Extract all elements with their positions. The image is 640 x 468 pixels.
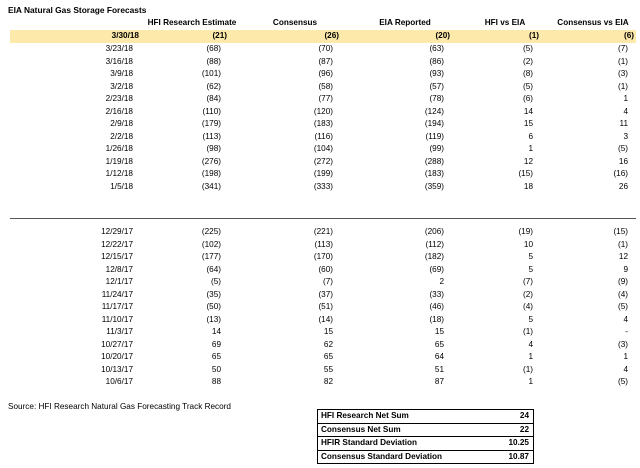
cell-date: 11/17/17 <box>101 302 133 311</box>
cell-eia-reported: (124) <box>424 106 444 116</box>
highlight-hfi: (21) <box>212 31 227 40</box>
cell-consensus: 15 <box>323 327 333 336</box>
cell-consensus-vs-eia: 4 <box>623 314 628 324</box>
cell-consensus: 55 <box>323 364 333 374</box>
cell-date: 3/9/18 <box>110 69 133 78</box>
cell-eia-reported: (182) <box>424 252 444 261</box>
cell-hfi-estimate: (101) <box>201 69 221 78</box>
table-row <box>0 251 640 264</box>
cell-hfi-vs-eia: (5) <box>522 81 533 91</box>
table-row <box>0 326 640 339</box>
summary-label: HFI Research Net Sum <box>321 411 409 420</box>
cell-consensus-vs-eia: (4) <box>617 289 628 299</box>
cell-hfi-estimate: (35) <box>206 289 221 299</box>
cell-consensus-vs-eia: 12 <box>618 252 628 261</box>
summary-value: 22 <box>519 424 529 434</box>
table-row <box>0 43 640 56</box>
cell-eia-reported: 65 <box>434 339 444 349</box>
cell-consensus-vs-eia: (7) <box>617 44 628 53</box>
cell-hfi-estimate: (177) <box>201 252 221 261</box>
cell-hfi-vs-eia: 5 <box>528 264 533 274</box>
summary-box <box>317 409 534 464</box>
cell-hfi-vs-eia: (1) <box>522 364 533 374</box>
cell-consensus-vs-eia: 1 <box>623 352 628 361</box>
cell-consensus-vs-eia: 4 <box>623 364 628 374</box>
cell-consensus: (37) <box>318 289 333 299</box>
cell-consensus-vs-eia: 4 <box>623 106 628 116</box>
section-divider <box>10 218 636 219</box>
cell-eia-reported: 51 <box>434 364 444 374</box>
cell-eia-reported: (86) <box>429 56 444 66</box>
cell-date: 11/24/17 <box>101 289 133 299</box>
table-row <box>0 156 640 169</box>
table-header <box>0 17 640 30</box>
cell-eia-reported: (112) <box>425 239 444 249</box>
cell-date: 10/13/17 <box>101 364 133 374</box>
cell-hfi-vs-eia: (1) <box>522 327 533 336</box>
cell-hfi-vs-eia: (6) <box>522 94 533 103</box>
cell-consensus: (104) <box>313 144 333 153</box>
summary-label: HFIR Standard Deviation <box>321 438 417 448</box>
cell-eia-reported: (69) <box>429 264 444 274</box>
cell-hfi-estimate: (113) <box>202 131 221 141</box>
table-row <box>0 364 640 377</box>
cell-eia-reported: 15 <box>434 327 444 336</box>
table-row <box>0 93 640 106</box>
cell-hfi-estimate: 14 <box>211 327 221 336</box>
summary-row <box>318 424 533 438</box>
cell-hfi-estimate: 65 <box>211 352 221 361</box>
cell-date: 1/5/18 <box>110 181 133 191</box>
cell-eia-reported: (288) <box>424 156 444 166</box>
cell-hfi-vs-eia: (5) <box>522 44 533 53</box>
cell-date: 10/20/17 <box>101 352 133 361</box>
summary-row <box>318 410 533 424</box>
cell-consensus-vs-eia: - <box>625 327 628 336</box>
summary-value: 24 <box>519 411 529 420</box>
cell-date: 12/29/17 <box>101 227 133 236</box>
cell-eia-reported: (33) <box>429 289 444 299</box>
cell-eia-reported: (93) <box>429 69 444 78</box>
table-row <box>0 264 640 277</box>
table-row <box>0 68 640 81</box>
cell-hfi-vs-eia: 10 <box>523 239 533 249</box>
cell-consensus: 65 <box>323 352 333 361</box>
cell-eia-reported: (99) <box>429 144 444 153</box>
cell-consensus: (60) <box>318 264 333 274</box>
cell-hfi-estimate: (88) <box>206 56 221 66</box>
summary-label: Consensus Standard Deviation <box>321 451 443 461</box>
cell-consensus: (183) <box>313 119 333 128</box>
table-row <box>0 56 640 69</box>
table-row <box>0 168 640 181</box>
cell-date: 3/23/18 <box>105 44 133 53</box>
cell-consensus-vs-eia: 16 <box>618 156 628 166</box>
table-row <box>0 118 640 131</box>
cell-hfi-vs-eia: (15) <box>518 169 533 178</box>
cell-consensus: (87) <box>318 56 333 66</box>
cell-consensus: (77) <box>318 94 333 103</box>
cell-hfi-estimate: (5) <box>210 277 221 286</box>
cell-consensus: (272) <box>313 156 333 166</box>
cell-date: 11/10/17 <box>101 314 133 324</box>
cell-hfi-vs-eia: 4 <box>528 339 533 349</box>
summary-row <box>318 437 533 451</box>
cell-eia-reported: (18) <box>429 314 444 324</box>
cell-date: 2/16/18 <box>105 106 133 116</box>
summary-label: Consensus Net Sum <box>321 424 401 434</box>
cell-consensus: (113) <box>314 239 333 249</box>
table-row <box>0 376 640 389</box>
cell-eia-reported: (206) <box>424 227 444 236</box>
highlight-eia: (20) <box>435 31 450 40</box>
cell-consensus: (58) <box>318 81 333 91</box>
column-header-consensus: Consensus <box>272 18 318 27</box>
highlight-hfi-vs-eia: (1) <box>528 31 539 40</box>
cell-hfi-vs-eia: 5 <box>528 314 533 324</box>
cell-date: 1/26/18 <box>105 144 133 153</box>
cell-consensus: (70) <box>318 44 333 53</box>
cell-date: 12/15/17 <box>101 252 133 261</box>
table-row <box>0 226 640 239</box>
cell-eia-reported: 64 <box>434 352 444 361</box>
source-note: Source: HFI Research Natural Gas Forecasting Track Record <box>8 402 231 411</box>
cell-hfi-vs-eia: 1 <box>528 144 533 153</box>
table-row <box>0 339 640 352</box>
cell-date: 12/22/17 <box>101 239 133 249</box>
cell-hfi-estimate: (62) <box>206 81 221 91</box>
cell-hfi-vs-eia: (8) <box>522 69 533 78</box>
cell-consensus-vs-eia: (5) <box>617 377 628 386</box>
cell-hfi-estimate: (341) <box>201 181 221 191</box>
cell-hfi-estimate: 88 <box>211 377 221 386</box>
table-title: EIA Natural Gas Storage Forecasts <box>8 5 147 15</box>
cell-consensus-vs-eia: 3 <box>623 131 628 141</box>
cell-consensus-vs-eia: (1) <box>617 239 628 249</box>
table-row <box>0 314 640 327</box>
cell-hfi-vs-eia: 1 <box>528 377 533 386</box>
table-row <box>0 131 640 144</box>
cell-eia-reported: (63) <box>429 44 444 53</box>
cell-hfi-estimate: (276) <box>201 156 221 166</box>
cell-consensus-vs-eia: (16) <box>613 169 628 178</box>
cell-hfi-estimate: (198) <box>201 169 221 178</box>
table-row <box>0 289 640 302</box>
cell-date: 1/19/18 <box>105 156 133 166</box>
cell-consensus-vs-eia: (9) <box>617 277 628 286</box>
cell-consensus-vs-eia: 1 <box>623 94 628 103</box>
table-row <box>0 351 640 364</box>
cell-date: 3/16/18 <box>105 56 133 66</box>
summary-value: 10.25 <box>508 438 529 448</box>
cell-consensus-vs-eia: (15) <box>613 227 628 236</box>
cell-eia-reported: (78) <box>429 94 444 103</box>
cell-hfi-estimate: (98) <box>206 144 221 153</box>
cell-consensus-vs-eia: (5) <box>617 302 628 311</box>
column-header-hfi-estimate: HFI Research Estimate <box>147 18 237 27</box>
cell-hfi-estimate: (68) <box>206 44 221 53</box>
cell-eia-reported: (46) <box>429 302 444 311</box>
cell-date: 11/3/17 <box>106 327 133 336</box>
cell-hfi-vs-eia: (2) <box>522 289 533 299</box>
column-header-hfi-vs-eia: HFI vs EIA <box>484 18 526 27</box>
cell-consensus: (120) <box>313 106 333 116</box>
cell-date: 12/8/17 <box>105 264 133 274</box>
cell-consensus-vs-eia: (1) <box>617 81 628 91</box>
table-row <box>0 106 640 119</box>
cell-consensus-vs-eia: (3) <box>617 69 628 78</box>
cell-hfi-vs-eia: 15 <box>523 119 533 128</box>
cell-hfi-estimate: (64) <box>206 264 221 274</box>
highlight-consensus-vs-eia: (6) <box>623 31 634 40</box>
cell-date: 10/6/17 <box>105 377 133 386</box>
table-row <box>0 143 640 156</box>
cell-date: 10/27/17 <box>101 339 133 349</box>
highlight-date: 3/30/18 <box>111 31 139 40</box>
cell-hfi-estimate: 50 <box>211 364 221 374</box>
cell-eia-reported: (183) <box>424 169 444 178</box>
summary-row <box>318 451 533 464</box>
cell-eia-reported: (194) <box>424 119 444 128</box>
cell-hfi-estimate: (50) <box>206 302 221 311</box>
cell-hfi-vs-eia: (4) <box>522 302 533 311</box>
cell-consensus-vs-eia: 11 <box>619 119 628 128</box>
table-row <box>0 181 640 194</box>
cell-consensus: (333) <box>313 181 333 191</box>
cell-date: 2/9/18 <box>110 119 133 128</box>
cell-eia-reported: (359) <box>424 181 444 191</box>
cell-date: 3/2/18 <box>110 81 133 91</box>
cell-eia-reported: (119) <box>425 131 444 141</box>
cell-consensus: 62 <box>323 339 333 349</box>
cell-date: 1/12/18 <box>105 169 133 178</box>
cell-date: 2/2/18 <box>110 131 133 141</box>
highlight-consensus: (26) <box>324 31 339 40</box>
cell-consensus: (221) <box>313 227 333 236</box>
cell-eia-reported: 87 <box>434 377 444 386</box>
cell-consensus-vs-eia: 9 <box>623 264 628 274</box>
cell-eia-reported: (57) <box>429 81 444 91</box>
cell-hfi-vs-eia: 18 <box>523 181 533 191</box>
cell-hfi-vs-eia: (7) <box>522 277 533 286</box>
cell-hfi-vs-eia: 12 <box>523 156 533 166</box>
cell-consensus: 82 <box>323 377 333 386</box>
cell-consensus-vs-eia: 26 <box>618 181 628 191</box>
cell-date: 2/23/18 <box>105 94 133 103</box>
column-header-consensus-vs-eia: Consensus vs EIA <box>557 18 629 27</box>
cell-hfi-estimate: (84) <box>206 94 221 103</box>
cell-hfi-estimate: (13) <box>206 314 221 324</box>
table-row <box>0 81 640 94</box>
cell-consensus: (14) <box>318 314 333 324</box>
cell-consensus: (116) <box>314 131 333 141</box>
cell-consensus-vs-eia: (3) <box>617 339 628 349</box>
column-header-eia-reported: EIA Reported <box>379 18 431 27</box>
highlighted-row <box>0 30 640 43</box>
table-body-2017 <box>0 226 640 389</box>
table-row <box>0 239 640 252</box>
cell-hfi-estimate: (225) <box>201 227 221 236</box>
cell-consensus: (199) <box>313 169 333 178</box>
cell-hfi-vs-eia: 6 <box>528 131 533 141</box>
cell-hfi-vs-eia: (2) <box>522 56 533 66</box>
summary-value: 10.87 <box>508 451 529 461</box>
cell-eia-reported: 2 <box>439 277 444 286</box>
cell-consensus: (51) <box>318 302 333 311</box>
cell-hfi-estimate: 69 <box>211 339 221 349</box>
cell-hfi-vs-eia: 1 <box>528 352 533 361</box>
cell-consensus: (96) <box>318 69 333 78</box>
cell-hfi-estimate: (179) <box>201 119 221 128</box>
cell-hfi-estimate: (110) <box>202 106 221 116</box>
cell-consensus: (7) <box>322 277 333 286</box>
cell-consensus-vs-eia: (1) <box>617 56 628 66</box>
table-row <box>0 276 640 289</box>
cell-hfi-vs-eia: 14 <box>523 106 533 116</box>
table-body-2018 <box>0 43 640 193</box>
cell-hfi-estimate: (102) <box>201 239 221 249</box>
cell-consensus-vs-eia: (5) <box>617 144 628 153</box>
cell-consensus: (170) <box>313 252 333 261</box>
cell-hfi-vs-eia: (19) <box>518 227 533 236</box>
table-row <box>0 301 640 314</box>
cell-hfi-vs-eia: 5 <box>528 252 533 261</box>
cell-date: 12/1/17 <box>105 277 133 286</box>
